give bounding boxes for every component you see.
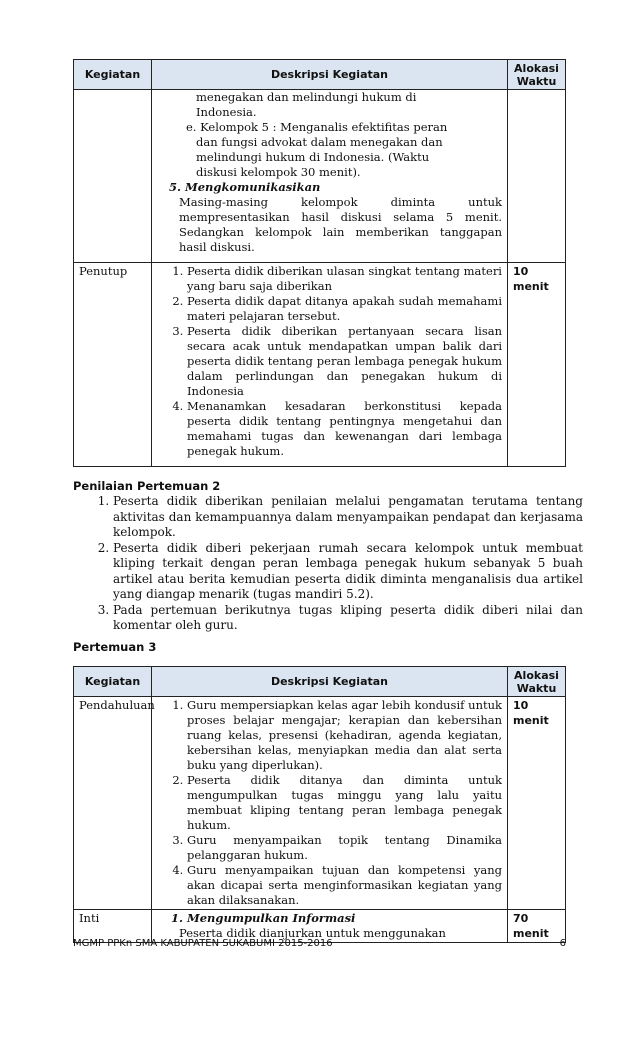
cell-deskripsi — [152, 263, 508, 467]
penilaian-title: Penilaian Pertemuan 2 — [73, 479, 221, 493]
activity-table-2 — [73, 666, 566, 943]
text-line: melindungi hukum di Indonesia. (Waktu — [196, 150, 430, 164]
header-kegiatan: Kegiatan — [74, 60, 152, 90]
cell-waktu — [508, 90, 566, 263]
duration-unit: menit — [513, 280, 549, 293]
numbered-list — [157, 264, 502, 459]
paragraph: Peserta didik dianjurkan untuk menggunakan — [179, 926, 446, 940]
header-alokasi: Alokasi Waktu — [508, 667, 566, 697]
list-item: 4. Menanamkan kesadaran berkonstitusi kepada peserta didik tentang pentingnya mengetahui dan memahami tugas dan kewenangan dari lembaga penegak hukum. — [187, 399, 502, 459]
list-item: 3. Pada pertemuan berikutnya tugas kliping peserta didik diberi nilai dan komentar oleh guru. — [113, 603, 583, 634]
list-item: 1. Guru mempersiapkan kelas agar lebih kondusif untuk proses belajar mengajar; kerapian dan kebersihan ruang kelas, presensi (kehadiran, agenda kegiatan, kebersihan kelas, menyiapkan media dan alat serta buku yang diperlukan). — [187, 698, 502, 773]
cell-kegiatan: Inti — [74, 910, 152, 943]
table-row — [74, 90, 566, 263]
table-header-row — [74, 60, 566, 90]
activity-table-1 — [73, 59, 566, 467]
cell-deskripsi — [152, 697, 508, 910]
header-deskripsi: Deskripsi Kegiatan — [152, 667, 508, 697]
list-item: 4. Guru menyampaikan tujuan dan kompetensi yang akan dicapai serta menginformasikan kegiatan yang akan dilaksanakan. — [187, 863, 502, 908]
duration-unit: menit — [513, 927, 549, 940]
cell-kegiatan: Penutup — [74, 263, 152, 467]
cell-kegiatan: Pendahuluan — [74, 697, 152, 910]
duration-number: 10 — [513, 265, 529, 278]
page-footer — [73, 938, 566, 949]
cell-waktu — [508, 263, 566, 467]
section-heading: 1. Mengumpulkan Informasi — [171, 911, 356, 925]
cell-waktu — [508, 697, 566, 910]
cell-kegiatan — [74, 90, 152, 263]
table-row — [74, 263, 566, 467]
footer-text: MGMP PPKn SMA KABUPATEN SUKABUMI 2015-2016 — [73, 938, 333, 949]
paragraph: Masing-masing kelompok diminta untuk mempresentasikan hasil diskusi selama 5 menit. Sedangkan kelompok lain memberikan tanggapan hasil diskusi. — [179, 195, 502, 254]
section-heading: 5. Mengkomunikasikan — [169, 180, 321, 194]
list-item: 1. Peserta didik diberikan penilaian melalui pengamatan terutama tentang aktivitas dan kemampuannya dalam menyampaikan pendapat dan kerjasama kelompok. — [113, 494, 583, 541]
list-item: 2. Peserta didik dapat ditanya apakah sudah memahami materi pelajaran tersebut. — [187, 294, 502, 324]
list-item: 3. Guru menyampaikan topik tentang Dinamika pelanggaran hukum. — [187, 833, 502, 863]
header-alokasi: Alokasi Waktu — [508, 60, 566, 90]
list-item: 3. Peserta didik diberikan pertanyaan secara lisan secara acak untuk mendapatkan umpan balik dari peserta didik tentang peran lembaga penegak hukum dalam perlindungan dan penegakan hukum di Indonesia — [187, 324, 502, 399]
list-item: 2. Peserta didik ditanya dan diminta untuk mengumpulkan tugas minggu yang lalu yaitu membuat kliping tentang peran lembaga penegak hukum. — [187, 773, 502, 833]
text-line: menegakan dan melindungi hukum di — [196, 90, 417, 104]
list-item: 2. Peserta didik diberi pekerjaan rumah secara kelompok untuk membuat kliping terkait dengan peran lembaga penegak hukum sebanyak 5 buah artikel atau berita kemudian peserta didik diminta menganalisis dua artikel yang diangap menarik (tugas mandiri 5.2). — [113, 541, 583, 603]
header-kegiatan: Kegiatan — [74, 667, 152, 697]
pertemuan-3-title: Pertemuan 3 — [73, 640, 157, 654]
page-number: 6 — [559, 938, 566, 949]
duration-number: 10 — [513, 699, 529, 712]
list-item: 1. Peserta didik diberikan ulasan singkat tentang materi yang baru saja diberikan — [187, 264, 502, 294]
duration-unit: menit — [513, 714, 549, 727]
duration-number: 70 — [513, 912, 529, 925]
table-header-row — [74, 667, 566, 697]
text-line: diskusi kelompok 30 menit). — [196, 165, 361, 179]
text-line: Indonesia. — [196, 105, 257, 119]
cell-deskripsi — [152, 90, 508, 263]
numbered-list — [157, 698, 502, 908]
text-line: dan fungsi advokat dalam menegakan dan — [196, 135, 443, 149]
penilaian-list — [96, 494, 583, 634]
text-line: e. Kelompok 5 : Menganalis efektifitas peran — [186, 120, 448, 134]
header-deskripsi: Deskripsi Kegiatan — [152, 60, 508, 90]
table-row — [74, 697, 566, 910]
